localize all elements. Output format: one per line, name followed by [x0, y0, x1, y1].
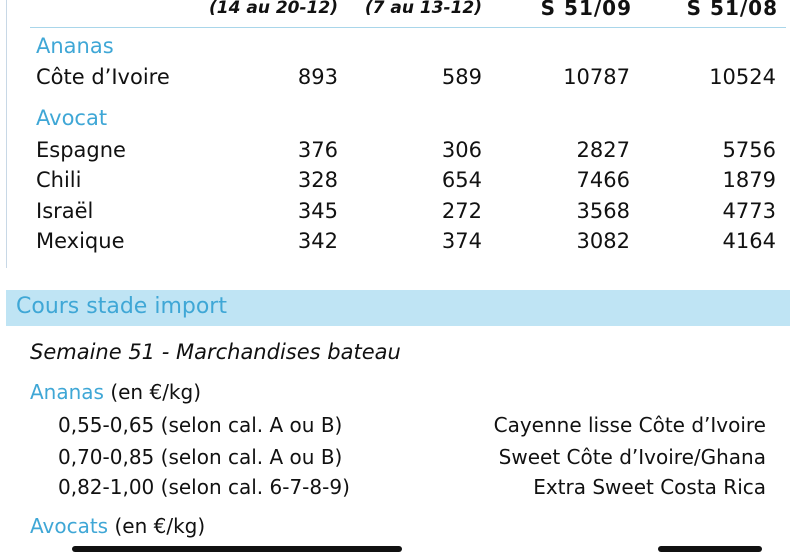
cell: 272	[441, 199, 482, 223]
row-name: Chili	[36, 168, 82, 192]
row-name: Espagne	[36, 138, 126, 162]
cell: 376	[297, 138, 338, 162]
price-section-ananas	[30, 380, 201, 404]
table-row	[36, 63, 776, 91]
col-header-2009: S 51/09	[540, 0, 632, 20]
price-range: 0,82-1,00 (selon cal. 6-7-8-9)	[58, 475, 350, 499]
product-description: Extra Sweet Costa Rica	[533, 475, 766, 499]
cell: 589	[441, 65, 482, 89]
row-name: Côte d’Ivoire	[36, 65, 170, 89]
cell: 2827	[576, 138, 630, 162]
row-name: Israël	[36, 199, 94, 223]
price-section-label: Ananas	[30, 380, 104, 404]
list-item	[58, 411, 766, 439]
cell: 7466	[576, 168, 630, 192]
price-section-label: Avocats	[30, 514, 109, 538]
cell: 654	[441, 168, 482, 192]
category-ananas: Ananas	[36, 34, 114, 58]
cell: 345	[297, 199, 338, 223]
row-name: Mexique	[36, 229, 125, 253]
section-subtitle: Semaine 51 - Marchandises bateau	[30, 340, 401, 364]
col-header-previous-week: (7 au 13-12)	[364, 0, 482, 18]
price-section-avocats	[30, 514, 205, 538]
cell: 5756	[722, 138, 776, 162]
table-row	[36, 227, 776, 255]
col-header-current-week: (14 au 20-12)	[209, 0, 338, 18]
product-description: Sweet Côte d’Ivoire/Ghana	[498, 445, 766, 469]
cell: 1879	[722, 168, 776, 192]
price-section-unit: (en €/kg)	[110, 380, 202, 404]
cell: 306	[441, 138, 482, 162]
clipped-text-fragment	[72, 546, 402, 552]
cell: 374	[441, 229, 482, 253]
cell: 3568	[576, 199, 630, 223]
table-row	[36, 197, 776, 225]
clipped-text-fragment	[658, 546, 762, 552]
col-header-2008: S 51/08	[686, 0, 778, 20]
section-title: Cours stade import	[16, 294, 227, 319]
header-separator	[30, 27, 786, 28]
cell: 3082	[576, 229, 630, 253]
cell: 10787	[563, 65, 630, 89]
table-row	[36, 166, 776, 194]
cell: 4164	[722, 229, 776, 253]
product-description: Cayenne lisse Côte d’Ivoire	[493, 413, 766, 437]
price-range: 0,55-0,65 (selon cal. A ou B)	[58, 413, 343, 437]
category-avocat: Avocat	[36, 106, 108, 130]
cell: 4773	[722, 199, 776, 223]
price-section-unit: (en €/kg)	[114, 514, 206, 538]
list-item	[58, 473, 766, 501]
cell: 10524	[709, 65, 776, 89]
clipped-text-line	[58, 540, 766, 554]
table-row	[36, 136, 776, 164]
list-item	[58, 443, 766, 471]
cell: 893	[297, 65, 338, 89]
price-range: 0,70-0,85 (selon cal. A ou B)	[58, 445, 343, 469]
cell: 328	[297, 168, 338, 192]
left-border-line	[6, 0, 7, 268]
cell: 342	[297, 229, 338, 253]
